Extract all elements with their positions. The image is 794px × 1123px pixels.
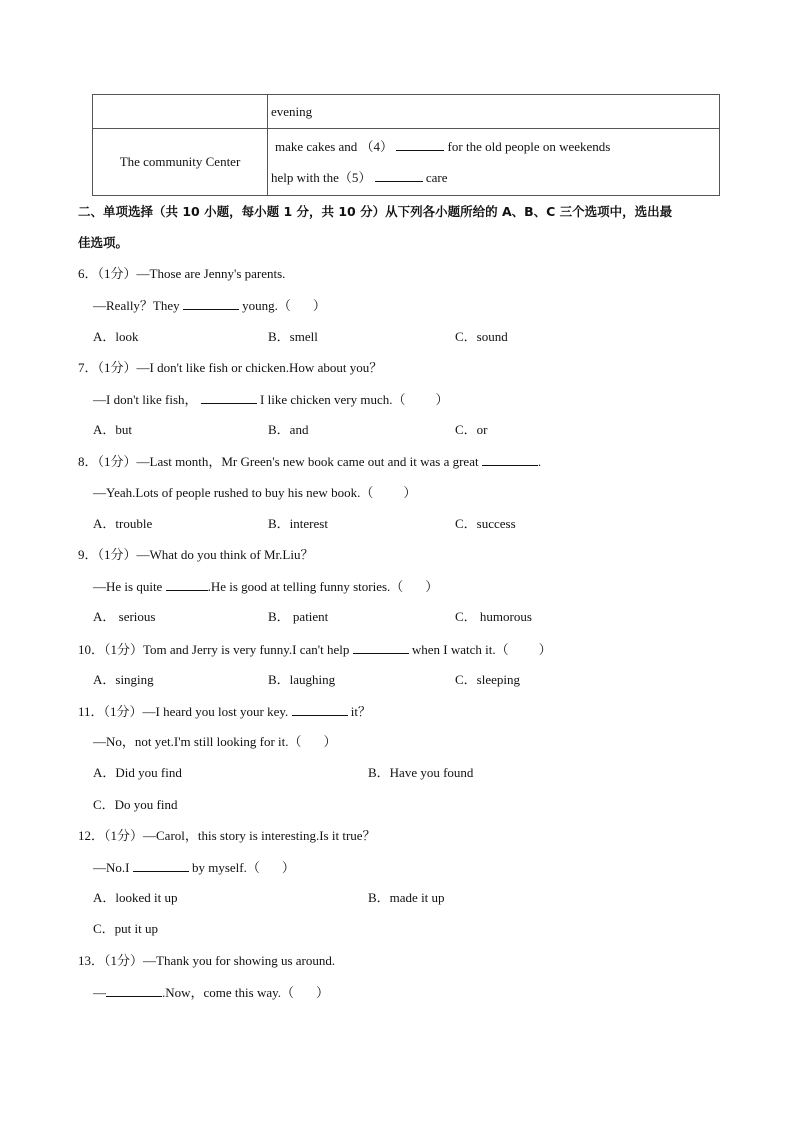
question-text: it？	[350, 704, 372, 719]
option-b[interactable]: B．smell	[268, 329, 318, 344]
option-b[interactable]: B．made it up	[368, 890, 445, 905]
question-number: 10．（1分）	[78, 642, 144, 657]
question-text: —I don't like fish or chicken.How about you？	[136, 360, 383, 375]
answer-blank[interactable]	[353, 640, 409, 654]
question-6-line-1	[78, 265, 285, 283]
table-cell-activity	[268, 129, 720, 196]
answer-blank[interactable]	[166, 577, 208, 591]
answer-blank-5[interactable]	[375, 168, 423, 182]
question-11-line-1	[78, 702, 371, 721]
question-text: .He is good at telling funny stories.（	[207, 579, 404, 594]
option-c[interactable]: C．put it up	[93, 921, 159, 936]
question-text: —Yeah.Lots of people rushed to buy his new book.（	[93, 485, 374, 500]
question-8-line-2	[93, 484, 416, 502]
answer-paren[interactable]: ）	[316, 985, 330, 1000]
option-c[interactable]: C．sleeping	[455, 672, 520, 687]
question-number: 12．（1分）	[78, 828, 144, 843]
question-text: —No.I	[93, 860, 130, 875]
table-text-line	[271, 131, 719, 162]
answer-paren[interactable]: ）	[312, 298, 326, 313]
option-a[interactable]: A．looked it up	[93, 890, 178, 905]
question-number: 9．（1分）	[78, 547, 137, 562]
table-text-line	[271, 162, 719, 193]
table-text: evening	[271, 104, 313, 119]
table-cell-place	[93, 95, 268, 129]
question-text: —	[93, 985, 106, 1000]
answer-blank-4[interactable]	[396, 137, 444, 151]
answer-blank[interactable]	[183, 296, 239, 310]
question-12-line-1	[78, 827, 376, 845]
answer-paren[interactable]: ）	[425, 579, 439, 594]
answer-paren[interactable]: ）	[403, 485, 417, 500]
question-text: —I don't like fish，	[93, 392, 198, 407]
question-7-line-2	[93, 390, 449, 409]
question-text: .	[537, 454, 542, 469]
question-number: 13．（1分）	[78, 953, 144, 968]
table-cell-activity	[268, 95, 720, 129]
question-text: by myself.（	[191, 860, 260, 875]
question-text: I like chicken very much.（	[260, 392, 406, 407]
section-title-cont: 佳选项。	[78, 235, 129, 250]
question-6-line-2	[93, 296, 326, 315]
table-text: make cakes and （4）	[275, 139, 394, 154]
table-text: care	[425, 170, 448, 185]
question-text: when I watch it.（	[411, 642, 509, 657]
question-13-line-2	[93, 983, 329, 1002]
question-text: —Those are Jenny's parents.	[136, 266, 286, 281]
question-text: —He is quite	[93, 579, 163, 594]
question-text: —I heard you lost your key.	[142, 704, 289, 719]
question-9-line-1	[78, 546, 313, 564]
question-number: 7．（1分）	[78, 360, 137, 375]
table-text: for the old people on weekends	[447, 139, 611, 154]
answer-paren[interactable]: ）	[538, 642, 552, 657]
table-row	[93, 95, 720, 129]
question-10-line-1	[78, 640, 552, 659]
option-a[interactable]: A．look	[93, 329, 139, 344]
answer-paren[interactable]: ）	[281, 860, 295, 875]
option-a[interactable]: A．singing	[93, 672, 154, 687]
question-number: 8．（1分）	[78, 454, 137, 469]
question-text: —Last month，Mr Green's new book came out and it was a great	[136, 454, 479, 469]
question-12-line-2	[93, 858, 295, 877]
answer-blank[interactable]	[133, 858, 189, 872]
option-b[interactable]: B．interest	[268, 516, 328, 531]
option-c[interactable]: C．success	[455, 516, 516, 531]
question-text: .Now，come this way.（	[162, 985, 295, 1000]
question-9-line-2	[93, 577, 438, 596]
question-text: Tom and Jerry is very funny.I can't help	[143, 642, 350, 657]
table-text: help with the（5）	[271, 170, 372, 185]
answer-paren[interactable]: ）	[435, 392, 449, 407]
question-11-line-2	[93, 733, 337, 751]
question-text: —Carol，this story is interesting.Is it true？	[143, 828, 376, 843]
option-b[interactable]: B．and	[268, 422, 309, 437]
option-b[interactable]: B．Have you found	[368, 765, 474, 780]
option-c[interactable]: C． humorous	[455, 609, 532, 624]
option-a[interactable]: A．but	[93, 422, 133, 437]
question-text: —Thank you for showing us around.	[143, 953, 336, 968]
question-number: 11．（1分）	[78, 704, 143, 719]
answer-blank[interactable]	[482, 452, 538, 466]
option-c[interactable]: C．or	[455, 422, 488, 437]
table-row	[93, 129, 720, 196]
answer-blank[interactable]	[106, 983, 162, 997]
option-b[interactable]: B． patient	[268, 609, 329, 624]
section-title: 二、单项选择（共 10 小题，每小题 1 分，共 10 分）从下列各小题所给的 A、B、C 三个选项中，选出最	[78, 204, 673, 219]
question-8-line-1	[78, 452, 541, 471]
option-a[interactable]: A．Did you find	[93, 765, 182, 780]
question-7-line-1	[78, 359, 382, 377]
answer-blank[interactable]	[201, 390, 257, 404]
question-text: —No，not yet.I'm still looking for it.（	[93, 734, 302, 749]
option-b[interactable]: B．laughing	[268, 672, 336, 687]
table-cell-place: The community Center	[93, 129, 268, 196]
option-a[interactable]: A． serious	[93, 609, 156, 624]
answer-paren[interactable]: ）	[323, 734, 337, 749]
question-text: —Really？They	[93, 298, 180, 313]
answer-blank[interactable]	[292, 702, 348, 716]
option-c[interactable]: C．Do you find	[93, 797, 178, 812]
question-number: 6．（1分）	[78, 266, 137, 281]
option-a[interactable]: A．trouble	[93, 516, 153, 531]
question-text: young.（	[242, 298, 291, 313]
activity-table	[92, 94, 720, 196]
option-c[interactable]: C．sound	[455, 329, 508, 344]
question-text: —What do you think of Mr.Liu？	[136, 547, 314, 562]
question-13-line-1	[78, 952, 335, 970]
